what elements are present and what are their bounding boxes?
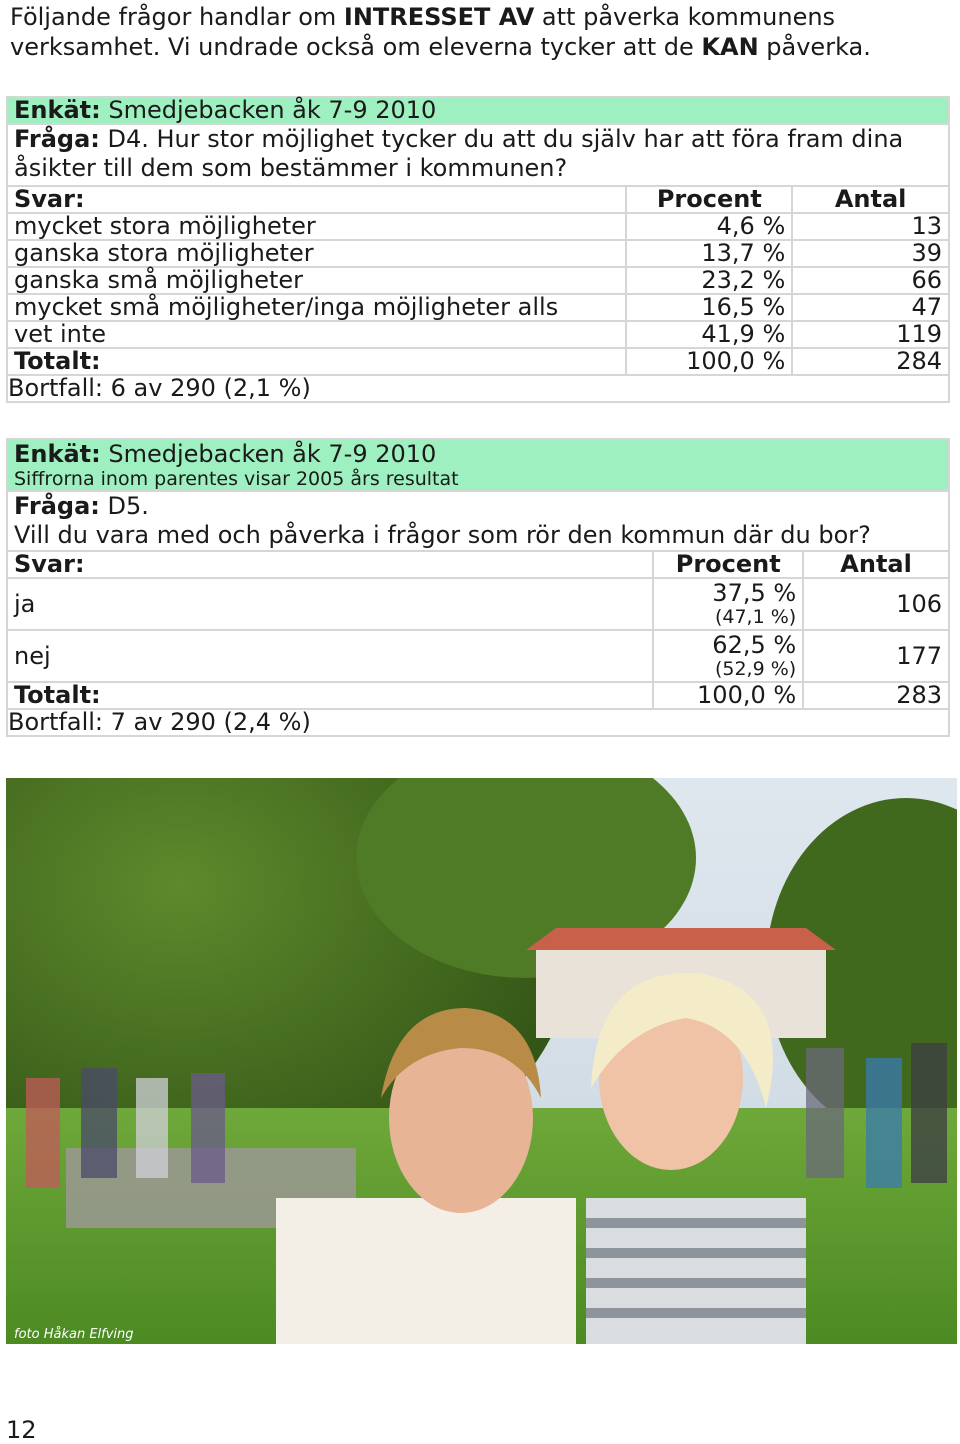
survey-question bbox=[7, 124, 949, 186]
page-number: 12 bbox=[6, 1416, 37, 1444]
answer-count: 47 bbox=[792, 294, 949, 321]
question-text: Fråga: D4. Hur stor möjlighet tycker du att du själv har att föra fram dina åsikter till dem som bestämmer i kommunen? bbox=[7, 124, 949, 186]
survey-header bbox=[7, 97, 949, 124]
answer-count: 39 bbox=[792, 240, 949, 267]
answer-count: 177 bbox=[803, 630, 949, 682]
answer-count: 119 bbox=[792, 321, 949, 348]
total-row bbox=[7, 348, 949, 375]
column-headers bbox=[7, 551, 949, 578]
photo bbox=[6, 778, 957, 1344]
answer-percent: 23,2 % bbox=[626, 267, 792, 294]
answer-count: 66 bbox=[792, 267, 949, 294]
table-row bbox=[7, 630, 949, 682]
intro-line-2: verksamhet. Vi undrade också om eleverna tycker att de KAN påverka. bbox=[10, 33, 871, 61]
table-row bbox=[7, 578, 949, 630]
answer-percent: 16,5 % bbox=[626, 294, 792, 321]
column-headers bbox=[7, 186, 949, 213]
col-svar: Svar: bbox=[7, 551, 653, 578]
total-label: Totalt: bbox=[7, 348, 626, 375]
answer-count: 106 bbox=[803, 578, 949, 630]
answer-label: ja bbox=[7, 578, 653, 630]
answer-percent: 62,5 % bbox=[712, 630, 797, 659]
survey-title: Enkät: Smedjebacken åk 7-9 2010 Siffrorna inom parentes visar 2005 års resultat bbox=[7, 439, 949, 491]
col-antal: Antal bbox=[803, 551, 949, 578]
col-procent: Procent bbox=[653, 551, 803, 578]
table-row bbox=[7, 294, 949, 321]
question-text: Fråga: D5. Vill du vara med och påverka i frågor som rör den kommun där du bor? bbox=[7, 491, 949, 551]
total-count: 283 bbox=[803, 682, 949, 709]
table-row bbox=[7, 267, 949, 294]
answer-label: nej bbox=[7, 630, 653, 682]
answer-label: ganska små möjligheter bbox=[7, 267, 626, 294]
bortfall-text: Bortfall: 6 av 290 (2,1 %) bbox=[7, 375, 949, 402]
answer-percent: 13,7 % bbox=[626, 240, 792, 267]
intro-text bbox=[10, 2, 950, 62]
answer-percent-cell bbox=[653, 630, 803, 682]
survey-note: Siffrorna inom parentes visar 2005 års resultat bbox=[14, 468, 459, 490]
answer-percent-2005: (52,9 %) bbox=[714, 657, 797, 680]
answer-label: vet inte bbox=[7, 321, 626, 348]
total-row bbox=[7, 682, 949, 709]
bortfall-text: Bortfall: 7 av 290 (2,4 %) bbox=[7, 709, 949, 736]
survey-table-d5 bbox=[6, 438, 950, 737]
answer-percent: 37,5 % bbox=[712, 578, 797, 607]
total-label: Totalt: bbox=[7, 682, 653, 709]
answer-label: ganska stora möjligheter bbox=[7, 240, 626, 267]
survey-header bbox=[7, 439, 949, 491]
photo-illustration bbox=[6, 778, 957, 1344]
bortfall-row bbox=[7, 709, 949, 736]
table-row bbox=[7, 321, 949, 348]
answer-percent-2005: (47,1 %) bbox=[714, 605, 797, 628]
answer-count: 13 bbox=[792, 213, 949, 240]
survey-table-d4 bbox=[6, 96, 950, 403]
table-row bbox=[7, 240, 949, 267]
bortfall-row bbox=[7, 375, 949, 402]
answer-label: mycket stora möjligheter bbox=[7, 213, 626, 240]
total-percent: 100,0 % bbox=[653, 682, 803, 709]
col-antal: Antal bbox=[792, 186, 949, 213]
answer-percent: 41,9 % bbox=[626, 321, 792, 348]
col-procent: Procent bbox=[626, 186, 792, 213]
total-percent: 100,0 % bbox=[626, 348, 792, 375]
survey-title: Enkät: Smedjebacken åk 7-9 2010 bbox=[7, 97, 949, 124]
answer-label: mycket små möjligheter/inga möjligheter alls bbox=[7, 294, 626, 321]
photo-credit: foto Håkan Elfving bbox=[14, 1327, 134, 1342]
answer-percent: 4,6 % bbox=[626, 213, 792, 240]
survey-question bbox=[7, 491, 949, 551]
table-row bbox=[7, 213, 949, 240]
answer-percent-cell bbox=[653, 578, 803, 630]
col-svar: Svar: bbox=[7, 186, 626, 213]
total-count: 284 bbox=[792, 348, 949, 375]
intro-line-1: Följande frågor handlar om INTRESSET AV att påverka kommunens bbox=[10, 3, 836, 31]
